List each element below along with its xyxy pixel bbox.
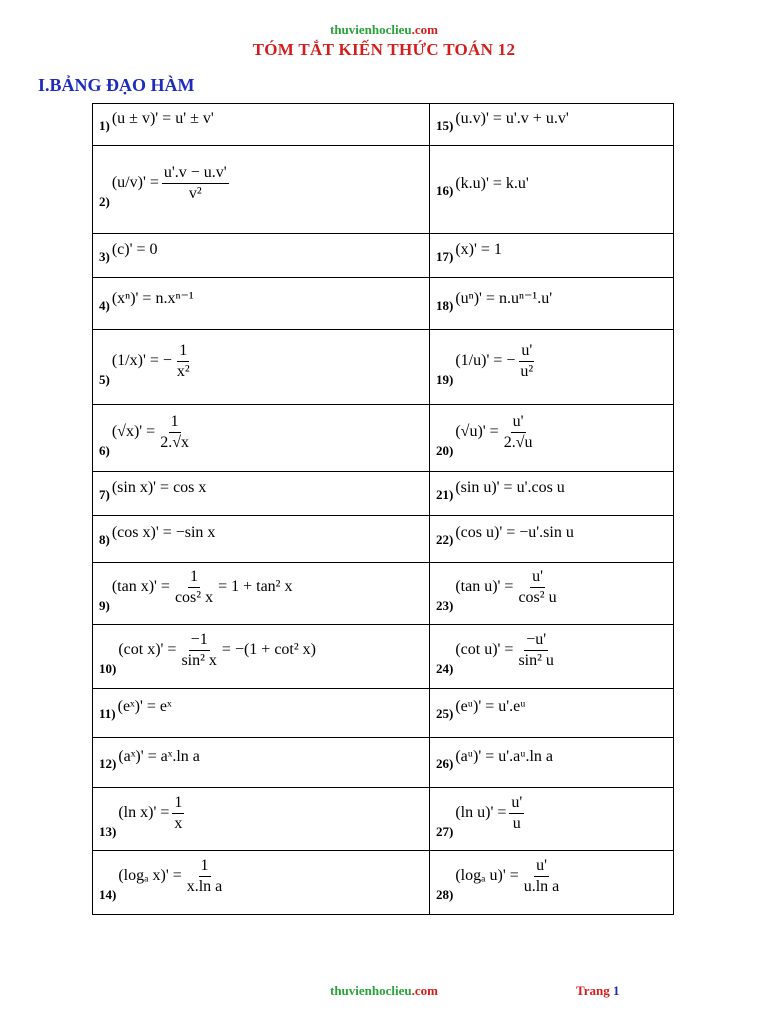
footer-site-name: thuvienhoclieu	[330, 983, 412, 998]
formula-number: 19)	[436, 371, 454, 387]
table-row	[93, 788, 674, 851]
formula-rhs: = −(1 + cot² x)	[221, 641, 316, 659]
formula-cell	[93, 625, 430, 689]
site-footer-link[interactable]	[0, 983, 768, 999]
formula-number: 26)	[436, 755, 454, 771]
formula-number: 11)	[99, 706, 116, 721]
formula: (k.u)' = k.u'	[455, 174, 529, 192]
formula	[455, 630, 559, 671]
table-row	[93, 278, 674, 330]
formula-cell	[93, 788, 430, 851]
formula	[455, 341, 538, 382]
fraction-denominator: x	[174, 814, 183, 832]
table-row	[93, 625, 674, 689]
site-name: thuvienhoclieu	[330, 22, 412, 37]
table-row	[93, 330, 674, 405]
formula-cell	[430, 738, 674, 788]
fraction-numerator: 1	[172, 793, 184, 814]
formula-cell	[430, 330, 674, 405]
formula	[112, 567, 293, 608]
formula-cell	[93, 330, 430, 405]
fraction-numerator: u'	[519, 341, 534, 362]
formula: (cos u)' = −u'.sin u	[455, 524, 574, 541]
table-row	[93, 738, 674, 788]
formula: (u ± v)' = u' ± v'	[111, 109, 214, 127]
page-number-value: 1	[612, 983, 620, 998]
formula: (eˣ)' = eˣ	[117, 698, 172, 715]
formula-lhs: (logₐ u)' =	[455, 867, 519, 885]
formula-lhs: (tan u)' =	[455, 578, 514, 596]
formula-lhs: (ln x)' =	[118, 803, 170, 821]
formula	[455, 793, 527, 834]
formula-number: 24)	[436, 661, 454, 676]
formula-cell	[430, 516, 674, 563]
formula-number: 16)	[436, 182, 454, 198]
formula-number: 27)	[436, 823, 454, 839]
formula-number: 6)	[99, 442, 110, 458]
formula: (c)' = 0	[111, 240, 158, 258]
formula-cell	[430, 472, 674, 516]
formula	[112, 341, 195, 382]
derivative-table	[92, 103, 674, 915]
page-label: Trang	[576, 983, 610, 998]
fraction-numerator: 1	[188, 567, 200, 588]
formula-cell	[93, 689, 430, 738]
formula-number: 4)	[99, 297, 110, 313]
fraction-numerator: u'.v − u.v'	[162, 163, 229, 184]
fraction-denominator: 2.√x	[160, 433, 189, 451]
fraction	[516, 630, 555, 671]
formula	[118, 793, 187, 834]
fraction	[172, 793, 184, 834]
formula-lhs: (cot u)' =	[455, 641, 514, 659]
table-row	[93, 563, 674, 625]
table-row	[93, 516, 674, 563]
formula-number: 7)	[99, 486, 110, 502]
fraction-denominator: u.ln a	[523, 878, 560, 895]
formula-lhs: (cot x)' =	[118, 641, 177, 659]
table-row	[93, 234, 674, 278]
formula	[118, 856, 227, 897]
formula-rhs: = 1 + tan² x	[218, 578, 293, 596]
formula: (aˣ)' = aˣ.ln a	[118, 747, 200, 765]
formula: (sin x)' = cos x	[111, 478, 207, 496]
formula	[455, 567, 561, 608]
fraction	[185, 856, 225, 897]
formula-cell	[430, 788, 674, 851]
formula-number: 20)	[436, 442, 454, 458]
fraction-denominator: u	[512, 814, 521, 832]
formula-number: 21)	[436, 486, 454, 502]
fraction	[175, 341, 192, 382]
formula-cell	[93, 472, 430, 516]
formula-number: 25)	[436, 706, 454, 721]
formula-lhs: (√u)' =	[455, 422, 499, 440]
table-row	[93, 405, 674, 472]
fraction-denominator: x.ln a	[186, 878, 223, 895]
fraction-numerator: u'	[530, 567, 545, 588]
formula	[455, 856, 564, 897]
formula-cell	[93, 405, 430, 472]
fraction-numerator: u'	[534, 856, 549, 877]
formula-cell	[93, 278, 430, 330]
formula-number: 28)	[436, 887, 454, 902]
formula-number: 15)	[436, 117, 454, 133]
formula-lhs: (ln u)' =	[455, 803, 507, 821]
fraction	[162, 163, 229, 204]
fraction-denominator: x²	[176, 362, 190, 380]
site-header-link[interactable]	[0, 22, 768, 38]
formula-number: 9)	[99, 598, 110, 613]
formula-cell	[93, 738, 430, 788]
fraction-numerator: −u'	[524, 630, 548, 651]
formula-number: 10)	[99, 661, 117, 676]
formula-cell	[430, 625, 674, 689]
formula-lhs: (√x)' =	[111, 422, 156, 440]
formula-number: 23)	[436, 598, 454, 613]
formula-cell	[93, 104, 430, 146]
formula	[118, 630, 316, 671]
formula	[112, 412, 194, 453]
fraction-denominator: cos² u	[518, 589, 557, 606]
fraction	[516, 567, 558, 608]
formula-number: 12)	[99, 755, 117, 771]
formula-cell	[430, 851, 674, 915]
formula-cell	[430, 104, 674, 146]
formula-cell	[93, 563, 430, 625]
fraction-numerator: u'	[511, 412, 526, 433]
formula-cell	[93, 146, 430, 234]
formula-cell	[93, 516, 430, 563]
formula: (uⁿ)' = n.uⁿ⁻¹.u'	[455, 289, 553, 307]
fraction	[522, 856, 562, 897]
fraction	[173, 567, 215, 608]
fraction-numerator: 1	[199, 856, 211, 877]
fraction-numerator: u'	[509, 793, 524, 814]
formula-cell	[93, 851, 430, 915]
fraction	[158, 412, 191, 453]
formula: (x)' = 1	[455, 240, 502, 258]
fraction-numerator: −1	[189, 630, 210, 651]
formula-lhs: (tan x)' =	[111, 578, 170, 596]
formula-cell	[430, 689, 674, 738]
fraction	[518, 341, 535, 382]
formula-cell	[430, 405, 674, 472]
fraction	[509, 793, 524, 834]
formula-cell	[93, 234, 430, 278]
formula-number: 5)	[99, 371, 110, 387]
fraction-numerator: 1	[169, 412, 181, 433]
formula	[455, 412, 537, 453]
formula: (eᵘ)' = u'.eᵘ	[455, 698, 526, 715]
formula: (xⁿ)' = n.xⁿ⁻¹	[111, 289, 194, 307]
formula-number: 22)	[436, 532, 454, 547]
table-row	[93, 472, 674, 516]
formula	[112, 163, 232, 204]
table-row	[93, 104, 674, 146]
page-number	[576, 983, 619, 999]
formula-number: 18)	[436, 297, 454, 313]
formula-cell	[430, 146, 674, 234]
fraction-denominator: 2.√u	[503, 433, 533, 451]
formula: (sin u)' = u'.cos u	[455, 478, 565, 496]
formula-number: 8)	[99, 532, 110, 547]
formula-lhs: (logₐ x)' =	[118, 867, 182, 885]
table-row	[93, 146, 674, 234]
fraction-numerator: 1	[177, 341, 189, 362]
formula: (aᵘ)' = u'.aᵘ.ln a	[455, 747, 554, 765]
formula-lhs: (1/u)' = −	[455, 351, 516, 369]
formula: (cos x)' = −sin x	[111, 524, 216, 541]
fraction-denominator: v²	[188, 185, 202, 202]
page-title: TÓM TẮT KIẾN THỨC TOÁN 12	[252, 40, 516, 59]
fraction-denominator: sin² u	[518, 652, 554, 669]
formula-lhs: (u/v)' =	[111, 174, 159, 192]
site-domain: .com	[411, 22, 438, 37]
table-row	[93, 689, 674, 738]
formula-cell	[430, 234, 674, 278]
fraction-denominator: u²	[520, 362, 534, 380]
formula-number: 2)	[99, 194, 110, 209]
formula-number: 14)	[99, 887, 117, 902]
table-row	[93, 851, 674, 915]
fraction	[502, 412, 535, 453]
fraction-denominator: sin² x	[181, 652, 217, 669]
formula-cell	[430, 278, 674, 330]
footer-site-domain: .com	[411, 983, 438, 998]
formula-number: 3)	[99, 248, 110, 264]
formula-cell	[430, 563, 674, 625]
section-heading: I.BẢNG ĐẠO HÀM	[38, 75, 195, 95]
formula-number: 13)	[99, 823, 117, 839]
formula: (u.v)' = u'.v + u.v'	[455, 109, 569, 127]
formula-number: 1)	[99, 117, 110, 133]
fraction	[179, 630, 218, 671]
formula-number: 17)	[436, 248, 454, 264]
fraction-denominator: cos² x	[174, 589, 214, 606]
formula-lhs: (1/x)' = −	[111, 351, 172, 369]
